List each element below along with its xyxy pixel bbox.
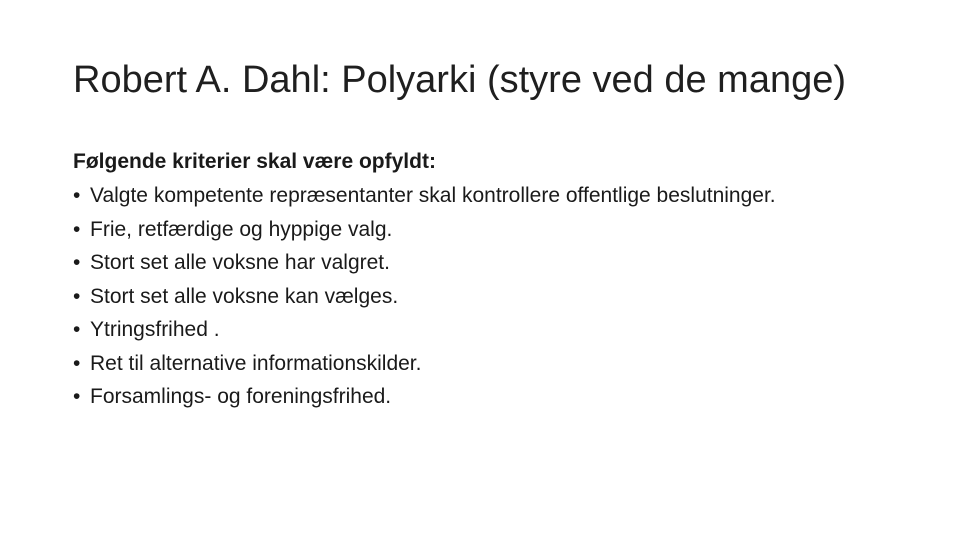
list-item (73, 246, 913, 280)
bullet-icon: • (73, 351, 81, 375)
list-item (73, 179, 913, 213)
list-item (73, 347, 913, 381)
slide-title: Robert A. Dahl: Polyarki (styre ved de mange) (73, 59, 847, 101)
list-item (73, 313, 913, 347)
bullet-icon: • (73, 251, 81, 274)
bullet-icon: • (73, 183, 81, 207)
list-item-text: Forsamlings- og foreningsfrihed. (90, 385, 392, 408)
list-item (73, 380, 913, 414)
list-item-text: Stort set alle voksne kan vælges. (90, 284, 399, 308)
criteria-intro: Følgende kriterier skal være opfyldt: (73, 150, 436, 173)
bullet-icon: • (73, 385, 81, 408)
list-item-text: Ytringsfrihed . (90, 318, 220, 341)
list-item-text: Ret til alternative informationskilder. (90, 351, 422, 375)
bullet-icon: • (73, 217, 81, 241)
criteria-list (73, 179, 913, 414)
list-item (73, 213, 913, 247)
bullet-icon: • (73, 318, 81, 341)
list-item-text: Valgte kompetente repræsentanter skal kontrollere offentlige beslutninger. (90, 183, 776, 207)
bullet-icon: • (73, 284, 81, 308)
list-item (73, 280, 913, 314)
list-item-text: Frie, retfærdige og hyppige valg. (90, 217, 393, 241)
slide-body (73, 145, 913, 414)
list-item-text: Stort set alle voksne har valgret. (90, 251, 390, 274)
